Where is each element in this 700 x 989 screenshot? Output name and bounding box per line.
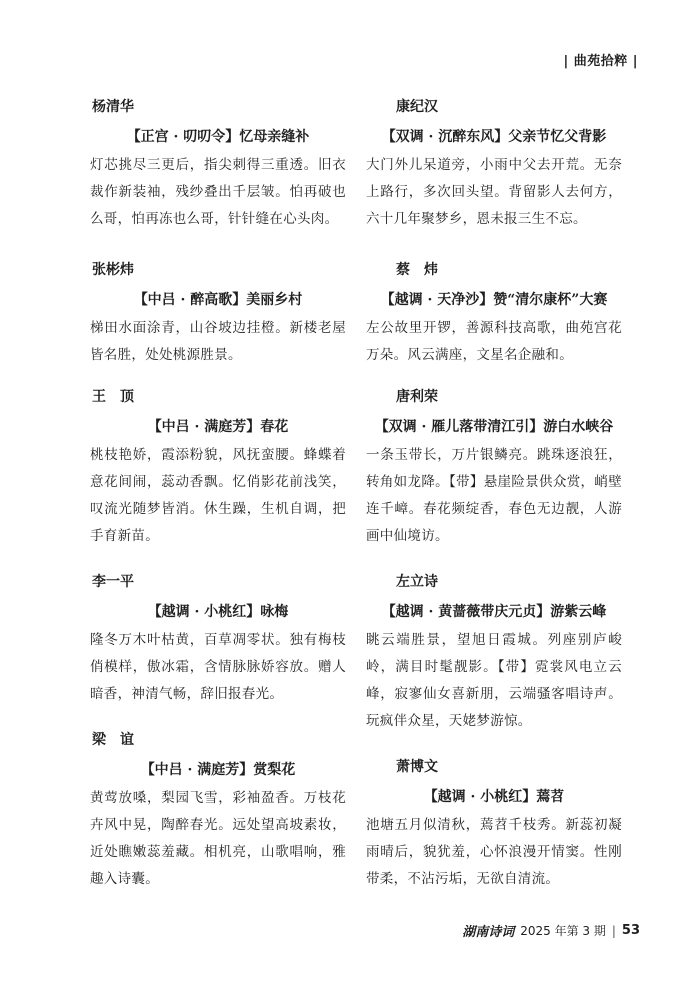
poem-title: 【中吕 · 醉高歌】美丽乡村 [133, 292, 303, 308]
magazine-logo: 湖南诗词 [462, 925, 515, 940]
poem-title: 【越调 · 黄蔷薇带庆元贞】游紫云峰 [381, 604, 607, 620]
footer-separator: | [611, 923, 616, 938]
poem-title: 【越调 · 天净沙】赞“清尔康杯”大赛 [380, 292, 608, 308]
poem-entry [366, 571, 622, 735]
poem-title: 【中吕 · 满庭芳】春花 [147, 419, 289, 435]
poem-body: 梯田水面涂青，山谷坡边挂橙。新楼老屋皆名胜，处处桃源胜景。 [90, 320, 346, 363]
poem-author: 蔡 炜 [396, 262, 438, 278]
poem-entry [90, 96, 346, 233]
poem-entry [90, 571, 346, 708]
poem-author: 杨清华 [92, 99, 134, 115]
page-footer [462, 921, 640, 940]
poem-body: 黄莺放嗓，梨园飞雪，彩袖盈香。万枝花卉风中晃，陶醉春光。远处望高坡素妆，近处瞧嫩蕊羞藏。相机亮，山歌唱响，雅趣入诗囊。 [90, 790, 346, 887]
poem-author: 张彬炜 [92, 262, 134, 278]
poem-body: 左公故里开锣，善源科技高歌，曲苑宫花万朵。风云满座，文星名企融和。 [366, 320, 622, 363]
section-header: | 曲苑拾粹 | [563, 54, 638, 69]
poem-entry [366, 259, 622, 369]
poem-title: 【正宫 · 叨叨令】忆母亲缝补 [126, 129, 310, 145]
poem-entry [90, 386, 346, 550]
poem-body: 一条玉带长，万片银鳞亮。跳珠逐浪狂，转角如龙降。【带】悬崖险景供众赏，峭壁连千嶂。春花频绽香，春色无边靓，人游画中仙境访。 [366, 447, 622, 544]
poem-author: 王 顶 [92, 389, 134, 405]
poem-title: 【越调 · 小桃红】咏梅 [147, 604, 289, 620]
poem-entry [366, 386, 622, 550]
issue-label: 2025 年第 3 期 [520, 924, 606, 938]
poem-entry [90, 729, 346, 893]
poem-body: 灯芯挑尽三更后，指尖刺得三重透。旧衣裁作新装袖，残纱叠出千层皱。怕再破也么哥，怕再冻也么哥，针针缝在心头肉。 [90, 157, 346, 227]
poem-author: 李一平 [92, 574, 134, 590]
poem-body: 大门外儿呆道旁，小雨中父去开荒。无奈上路行，多次回头望。背留影人去何方，六十几年聚梦乡，恩未报三生不忘。 [366, 157, 622, 227]
poem-title: 【中吕 · 满庭芳】赏梨花 [140, 762, 296, 778]
poem-body: 眺云端胜景，望旭日霞城。列座别庐峻岭，满目时髦靓影。【带】霓裳风电立云峰，寂寥仙女喜新朋，云端骚客唱诗声。玩疯伴众星，天姥梦游惊。 [366, 632, 622, 729]
poem-author: 唐利荣 [396, 389, 438, 405]
poem-title: 【越调 · 小桃红】蔫苕 [423, 789, 565, 805]
poem-author: 康纪汉 [396, 99, 438, 115]
poem-entry [90, 259, 346, 369]
poem-author: 左立诗 [396, 574, 438, 590]
poem-author: 萧博文 [396, 759, 438, 775]
poem-body: 池塘五月似清秋，蔫苕千枝秀。新蕊初凝雨晴后，貌犹羞，心怀浪漫开情窦。性刚带柔，不沾污垢，无欲自清流。 [366, 817, 622, 887]
poem-body: 隆冬万木叶枯黄，百草凋零状。独有梅枝俏模样，傲冰霜，含情脉脉娇容放。赠人暗香，神清气畅，辞旧报春光。 [90, 632, 346, 702]
poem-author: 梁 谊 [92, 732, 134, 748]
poem-title: 【双调 · 沉醉东风】父亲节忆父背影 [381, 129, 607, 145]
poem-entry [366, 96, 622, 233]
poem-entry [366, 756, 622, 893]
poem-title: 【双调 · 雁儿落带清江引】游白水峡谷 [374, 419, 614, 435]
page-number: 53 [621, 923, 640, 938]
poem-body: 桃枝艳娇，霞添粉貌，风抚蛮腰。蜂蝶着意花间闹，蕊动香飘。忆俏影花前浅笑，叹流光随梦皆消。休生躁，生机自调，把手育新苗。 [90, 447, 346, 544]
